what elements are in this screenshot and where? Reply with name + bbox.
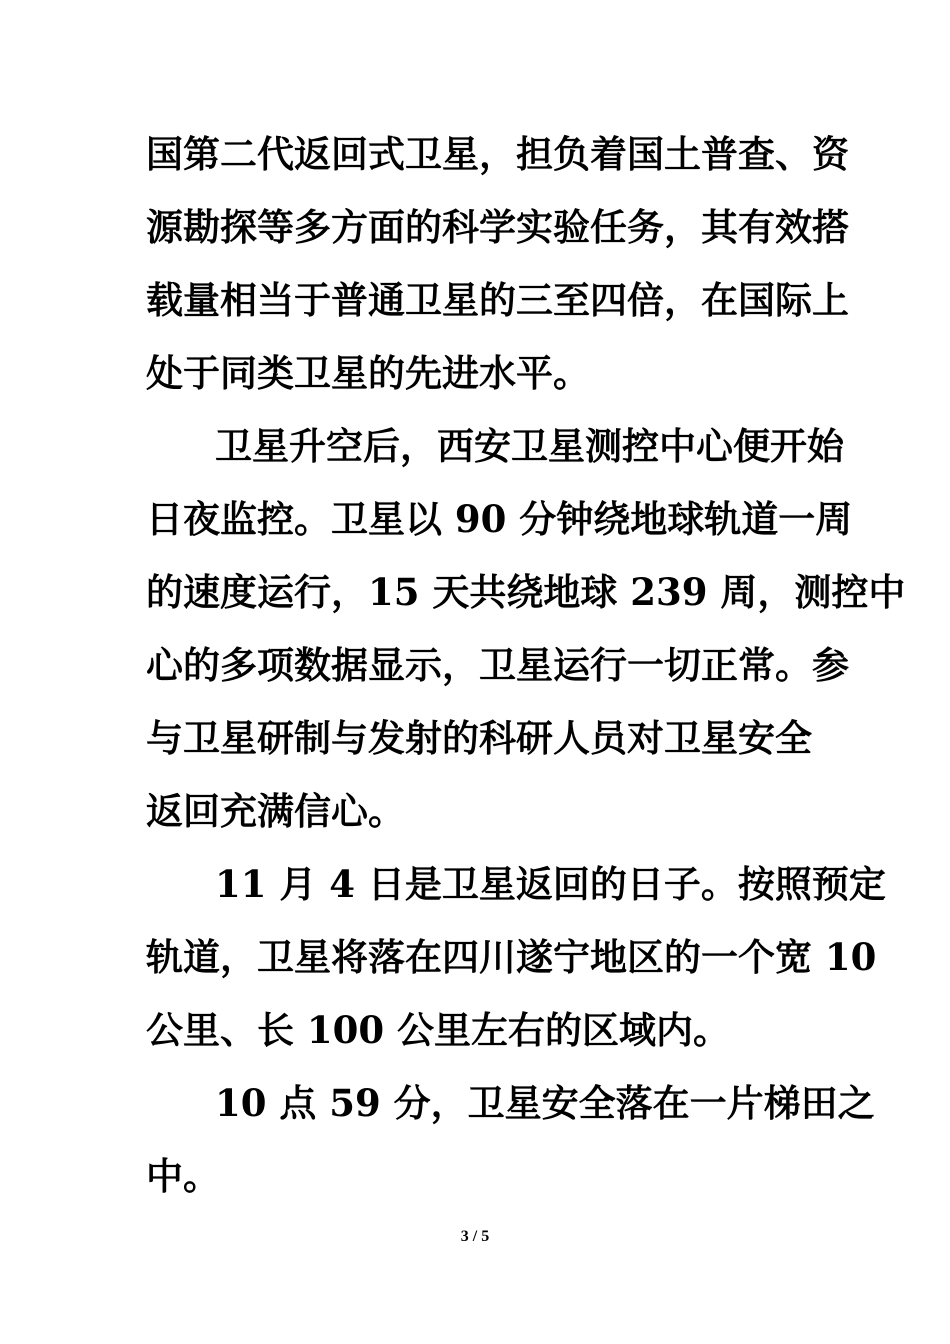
page-number: 3 / 5	[460, 1228, 490, 1245]
text-line: 载量相当于普通卫星的三至四倍，在国际上	[146, 278, 849, 322]
paragraph-start-line: 卫星升空后，西安卫星测控中心便开始	[215, 424, 844, 468]
paragraph-start-line: 10 点 59 分，卫星安全落在一片梯田之	[215, 1081, 875, 1125]
text-line: 处于同类卫星的先进水平。	[146, 351, 590, 395]
text-line: 国第二代返回式卫星，担负着国土普查、资	[146, 132, 849, 176]
text-line: 返回充满信心。	[146, 789, 405, 833]
text-line: 轨道，卫星将落在四川遂宁地区的一个宽 10	[146, 935, 877, 979]
body-text	[146, 118, 906, 1213]
text-line: 源勘探等多方面的科学实验任务，其有效搭	[146, 205, 849, 249]
text-line: 的速度运行，15 天共绕地球 239 周，测控中	[146, 570, 906, 614]
text-line: 心的多项数据显示，卫星运行一切正常。参	[146, 643, 849, 687]
text-line: 与卫星研制与发射的科研人员对卫星安全	[146, 716, 812, 760]
text-line: 日夜监控。卫星以 90 分钟绕地球轨道一周	[146, 497, 853, 541]
text-line: 公里、长 100 公里左右的区域内。	[146, 1008, 730, 1052]
paragraph-start-line: 11 月 4 日是卫星返回的日子。按照预定	[215, 862, 886, 906]
text-line: 中。	[146, 1154, 220, 1198]
